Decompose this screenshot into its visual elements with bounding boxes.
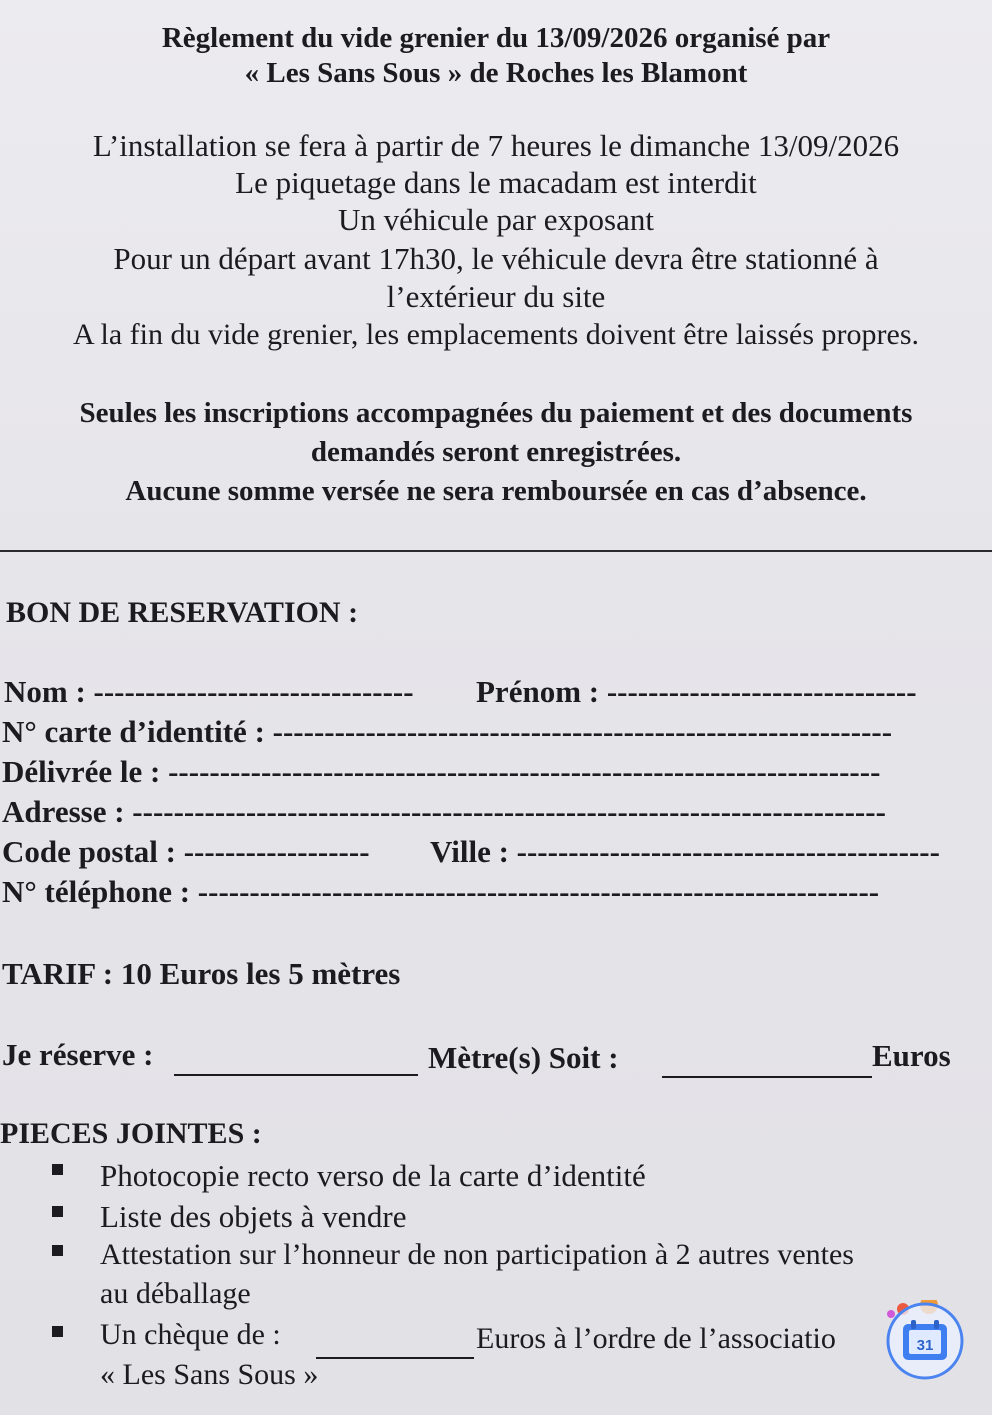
notice-line: Aucune somme versée ne sera remboursée en cas d’absence. [125,475,867,507]
piece-item: au déballage [100,1277,251,1310]
rule-line: Un véhicule par exposant [338,202,654,237]
reserve-label: Je réserve : [2,1037,154,1072]
piece-item: Photocopie recto verso de la carte d’identité [100,1158,646,1193]
bullet-icon [52,1206,63,1217]
rule-line: l’extérieur du site [386,279,606,314]
telephone-field[interactable]: N° téléphone : ------------------------------------------------------------------ [2,874,880,909]
piece-item: « Les Sans Sous » [100,1358,319,1391]
metres-blank-input[interactable] [174,1048,418,1076]
bullet-icon [52,1326,63,1337]
cheque-amount-blank-input[interactable] [316,1333,474,1359]
rule-line: L’installation se fera à partir de 7 heures le dimanche 13/09/2026 [92,128,900,163]
delivree-le-field[interactable]: Délivrée le : --------------------------------------------------------------------- [2,754,881,789]
document-title-line-2: « Les Sans Sous » de Roches les Blamont [244,57,748,89]
metres-label: Mètre(s) Soit : [428,1040,619,1075]
notice-line: Seules les inscriptions accompagnées du paiement et des documents [79,397,913,429]
piece-item: Un chèque de : [100,1318,281,1351]
rule-line: Le piquetage dans le macadam est interdit [235,165,757,200]
bullet-icon [52,1245,63,1256]
ville-field[interactable]: Ville : ----------------------------------------- [430,834,940,869]
calendar-badge[interactable] [885,1300,965,1380]
piece-item: Liste des objets à vendre [100,1199,407,1234]
pieces-heading: PIECES JOINTES : [0,1117,262,1150]
section-divider [0,550,992,552]
rule-line: Pour un départ avant 17h30, le véhicule devra être stationné à [113,241,879,276]
rule-line: A la fin du vide grenier, les emplacements doivent être laissés propres. [72,318,920,351]
prenom-field[interactable]: Prénom : ------------------------------ [476,674,917,709]
euros-blank-input[interactable] [662,1050,872,1078]
carte-identite-field[interactable]: N° carte d’identité : ------------------------------------------------------------ [2,714,893,749]
calendar-day-label: 31 [916,1337,934,1354]
code-postal-field[interactable]: Code postal : ------------------ [2,834,370,869]
document-title-line-1: Règlement du vide grenier du 13/09/2026 organisé par [161,22,831,54]
piece-item: Attestation sur l’honneur de non participation à 2 autres ventes [100,1238,854,1271]
adresse-field[interactable]: Adresse : ------------------------------------------------------------------------- [2,794,886,829]
nom-field[interactable]: Nom : ------------------------------- [4,674,414,709]
tarif-text: TARIF : 10 Euros les 5 mètres [2,956,401,991]
piece-item: Euros à l’ordre de l’associatio [476,1322,836,1355]
notice-line: demandés seront enregistrées. [310,436,682,468]
bullet-icon [52,1164,63,1175]
euros-label: Euros [872,1038,951,1073]
reservation-heading: BON DE RESERVATION : [6,596,359,629]
